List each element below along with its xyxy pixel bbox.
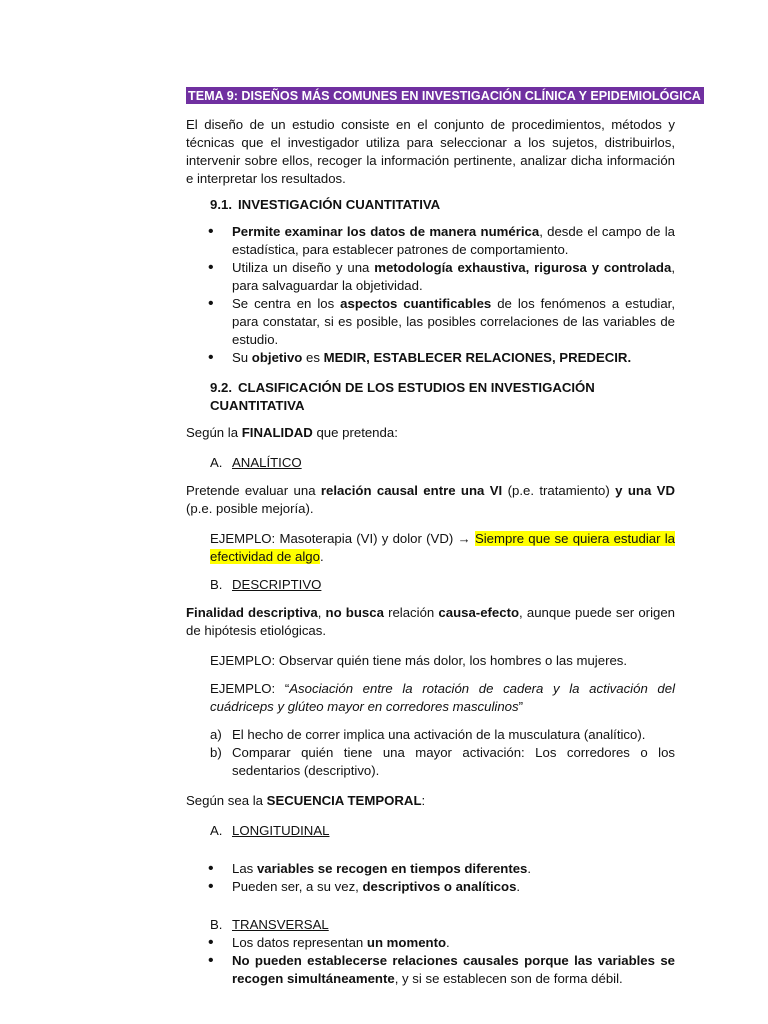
descriptivo-paragraph: Finalidad descriptiva, no busca relación causa-efecto, aunque puede ser origen de hipótesis etiológicas. [186, 605, 676, 638]
list-item: a) El hecho de correr implica una activación de la musculatura (analítico). [210, 727, 646, 742]
subheading-longitudinal: A. LONGITUDINAL [210, 823, 330, 838]
section-heading-9-2: 9.2. CLASIFICACIÓN DE LOS ESTUDIOS EN INVESTIGACIÓN CUANTITATIVA [210, 380, 595, 413]
bullet-item: • No pueden establecerse relaciones causales porque las variables se recogen simultáneamente, y si se establecen son de forma débil. [186, 952, 675, 988]
highlighted-text: Siempre que se quiera estudiar la efectividad de algo [210, 531, 676, 564]
bullet-item: • Utiliza un diseño y una metodología exhaustiva, rigurosa y controlada, para salvaguardar la objetividad. [186, 259, 675, 295]
transversal-bullet-list [186, 934, 675, 988]
intro-paragraph: El diseño de un estudio consiste en el conjunto de procedimientos, métodos y técnicas que el investigador utiliza para seleccionar a los sujetos, distribuirlos, intervenir sobre ellos, recoger la información pertinente, analizar dicha información e interpretar los resultados. [186, 117, 675, 186]
bullet-item: • Los datos representan un momento. [186, 934, 675, 952]
subheading-analitico: A. ANALÍTICO [210, 455, 302, 470]
example-cadera: EJEMPLO: “Asociación entre la rotación de cadera y la activación del cuádriceps y glúteo mayor en corredores masculinos” [210, 681, 676, 714]
arrow-right-icon: → [457, 531, 471, 546]
bullet-item: • Permite examinar los datos de manera numérica, desde el campo de la estadística, para establecer patrones de comportamiento. [186, 223, 675, 259]
list-item: b) Comparar quién tiene una mayor activación: Los corredores o los sedentarios (descriptivo). [210, 745, 675, 778]
example-dolor: EJEMPLO: Observar quién tiene más dolor, los hombres o las mujeres. [210, 653, 628, 668]
secuencia-paragraph: Según sea la SECUENCIA TEMPORAL: [186, 793, 426, 808]
bullet-item: • Se centra en los aspectos cuantificables de los fenómenos a estudiar, para constatar, si es posible, las posibles correlaciones de las variables de estudio. [186, 295, 675, 349]
subheading-transversal: B. TRANSVERSAL [210, 917, 329, 932]
bullet-item: • Las variables se recogen en tiempos diferentes. [186, 860, 675, 878]
longitudinal-bullet-list [186, 860, 675, 896]
finalidad-paragraph: Según la FINALIDAD que pretenda: [186, 425, 398, 440]
example-list [186, 726, 675, 780]
example-masoterapia: EJEMPLO: Masoterapia (VI) y dolor (VD) → Siempre que se quiera estudiar la efectividad de algo. [210, 531, 676, 564]
analitico-paragraph: Pretende evaluar una relación causal entre una VI (p.e. tratamiento) y una VD (p.e. posible mejoría). [186, 483, 675, 516]
document-body [186, 87, 701, 1000]
bullet-item: • Su objetivo es MEDIR, ESTABLECER RELACIONES, PREDECIR. [186, 349, 675, 367]
bullet-item: • Pueden ser, a su vez, descriptivos o analíticos. [186, 878, 675, 896]
subheading-descriptivo: B. DESCRIPTIVO [210, 577, 322, 592]
section-heading-9-1: 9.1. INVESTIGACIÓN CUANTITATIVA [210, 197, 441, 212]
quantitative-bullet-list [186, 223, 675, 367]
page-title: TEMA 9: DISEÑOS MÁS COMUNES EN INVESTIGACIÓN CLÍNICA Y EPIDEMIOLÓGICA [186, 87, 675, 116]
